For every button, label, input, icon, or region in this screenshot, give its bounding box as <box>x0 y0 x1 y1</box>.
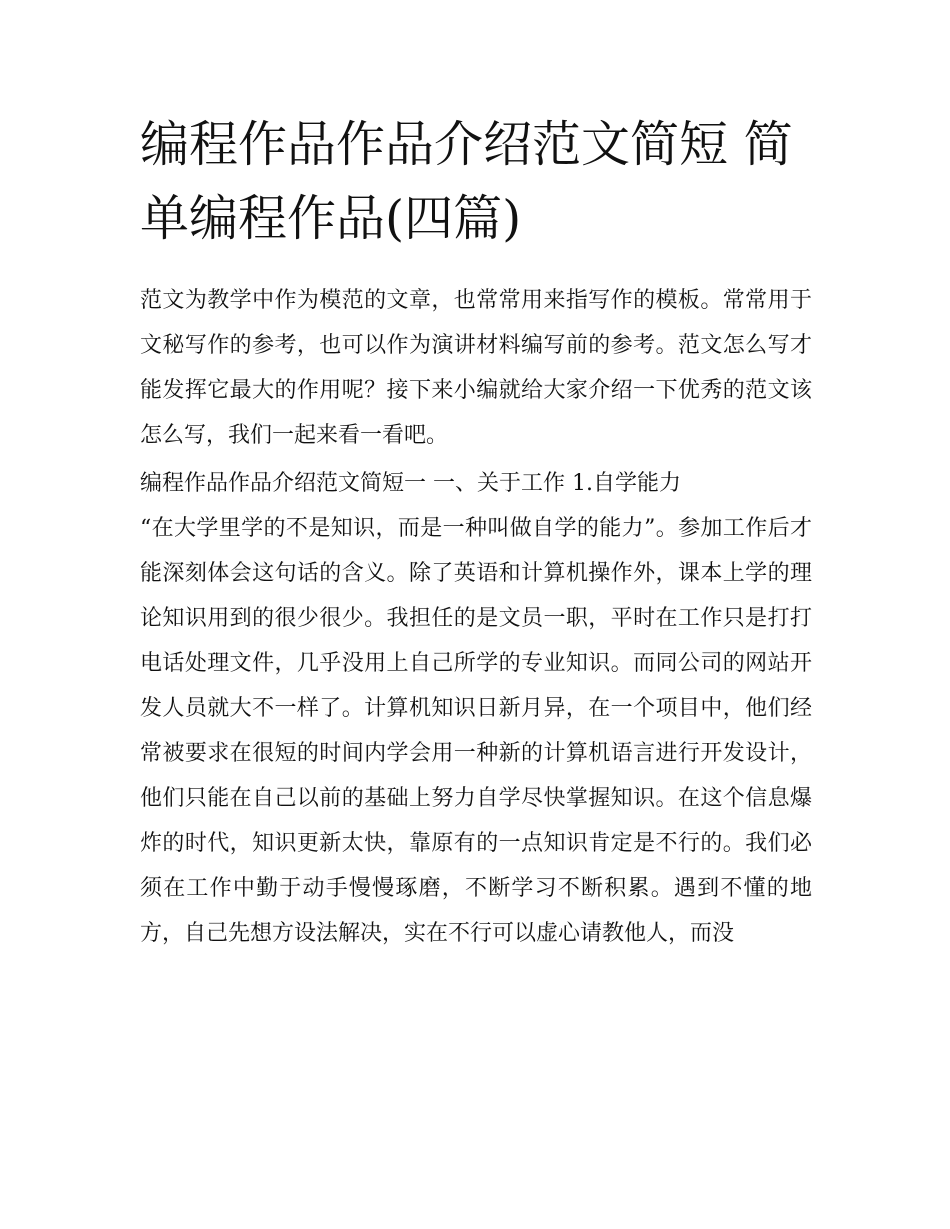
document-content <box>140 108 812 956</box>
document-title: 编程作品作品介绍范文简短 简单编程作品(四篇) <box>140 116 793 247</box>
intro-paragraph: 范文为教学中作为模范的文章，也常常用来指写作的模板。常常用于文秘写作的参考，也可以作为演讲材料编写前的参考。范文怎么写才能发挥它最大的作用呢？接下来小编就给大家介绍一下优秀的范文该怎么写，我们一起来看一看吧。 <box>140 288 812 448</box>
section-heading: 编程作品作品介绍范文简短一 一、关于工作 1.自学能力 <box>140 471 681 496</box>
section-body-paragraph: “在大学里学的不是知识，而是一种叫做自学的能力”。参加工作后才能深刻体会这句话的含义。除了英语和计算机操作外，课本上学的理论知识用到的很少很少。我担任的是文员一职，平时在工作只是打打电话处理文件，几乎没用上自己所学的专业知识。而同公司的网站开发人员就大不一样了。计算机知识日新月异，在一个项目中，他们经常被要求在很短的时间内学会用一种新的计算机语言进行开发设计，他们只能在自己以前的基础上努力自学尽快掌握知识。在这个信息爆炸的时代，知识更新太快，靠原有的一点知识肯定是不行的。我们必须在工作中勤于动手慢慢琢磨，不断学习不断积累。遇到不懂的地方，自己先想方设法解决，实在不行可以虚心请教他人，而没 <box>140 516 812 946</box>
